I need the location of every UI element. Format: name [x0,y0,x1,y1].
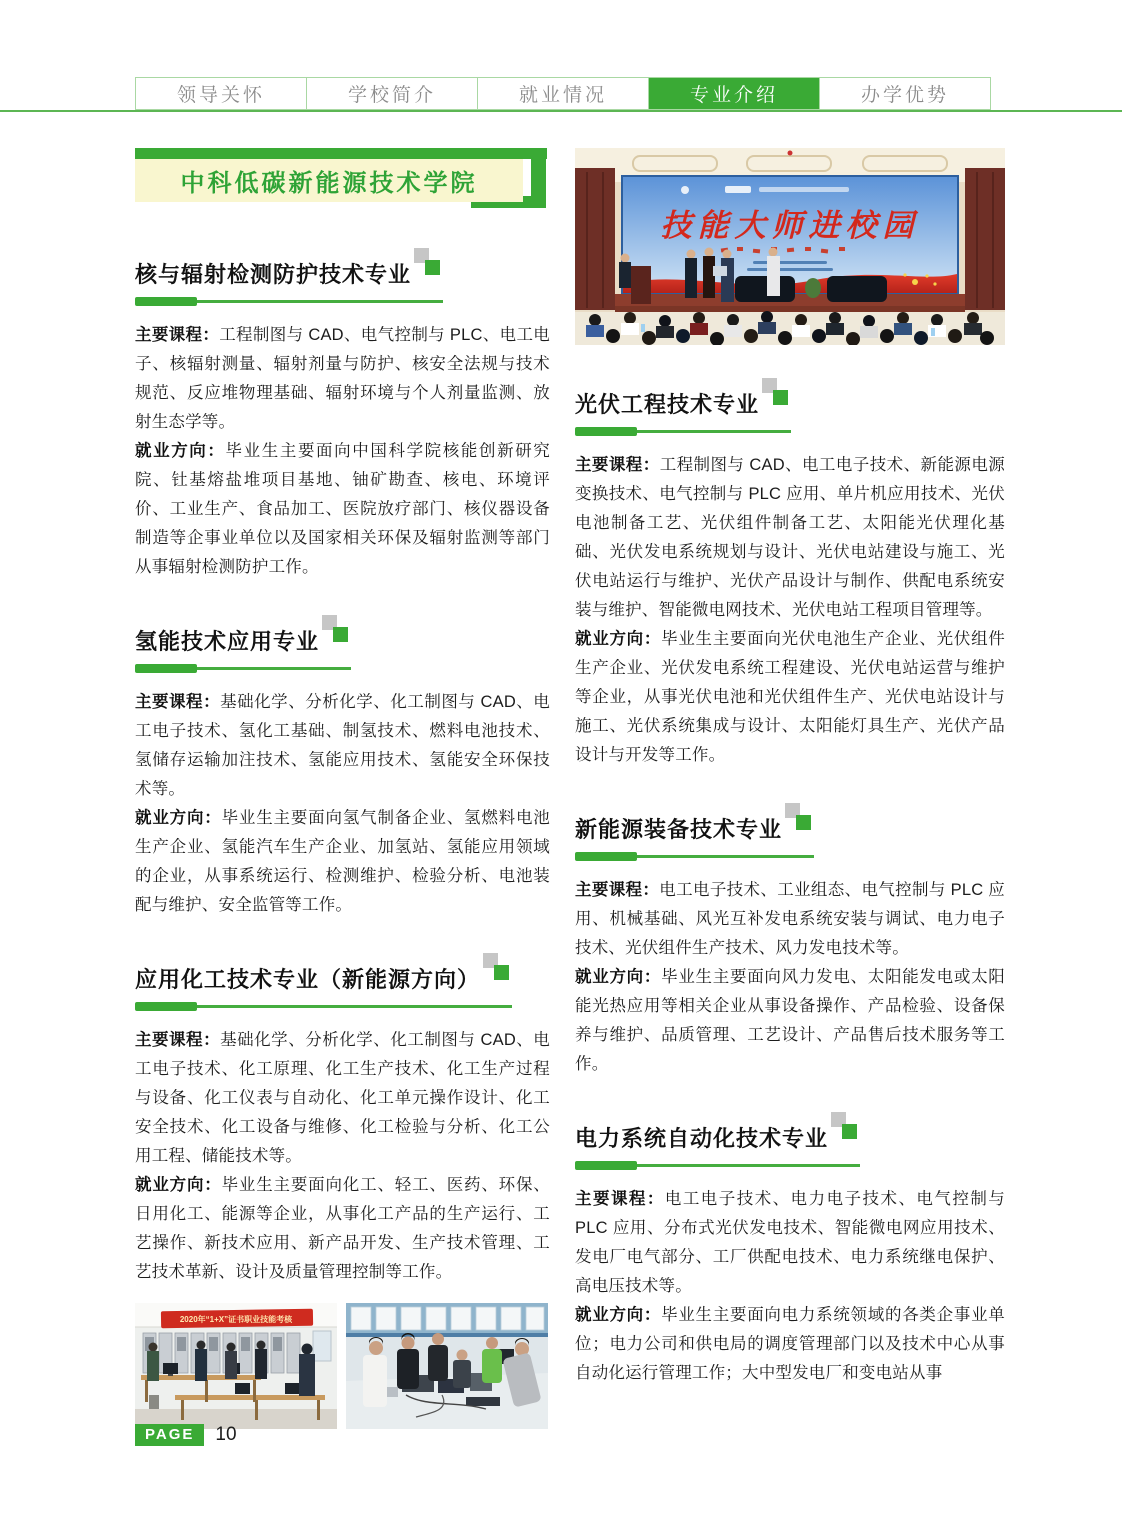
jobs-text: 毕业生主要面向化工、轻工、医药、环保、日用化工、能源等企业，从事化工产品的生产运行、工艺操作、新技术应用、新产品开发、生产技术管理、工艺技术革新、设计及质量管理控制等工作。 [135,1176,550,1281]
courses-text: 基础化学、分析化学、化工制图与 CAD、电工电子技术、化工原理、化工生产技术、化工生产过程与设备、化工仪表与自动化、化工单元操作设计、化工安全技术、化工设备与维修、化工检验与分析、化工公用工程、储能技术等。 [135,1031,551,1165]
courses-paragraph [135,1026,550,1171]
lab-banner-text: 2020年“1+X”证书职业技能考核 [179,1315,293,1324]
courses-paragraph [135,688,550,804]
courses-label: 主要课程： [575,881,660,899]
section-power-system-automation [575,1112,1005,1388]
section-title: 核与辐射检测防护技术专业 [135,262,412,288]
college-title: 中科低碳新能源技术学院 [180,170,478,197]
courses-paragraph [575,1185,1005,1301]
page-number: 10 [215,1424,237,1445]
jobs-label: 就业方向： [135,809,222,827]
courses-label: 主要课程： [135,1031,221,1049]
courses-label: 主要课程： [575,456,660,474]
jobs-paragraph [135,1171,550,1287]
tab-leadership[interactable]: 领导关怀 [136,78,307,109]
left-column [135,148,550,1429]
banner-frame-top [135,148,547,159]
lab-photo-1 [135,1303,337,1429]
section-underline [135,664,351,673]
courses-text: 基础化学、分析化学、化工制图与 CAD、电工电子技术、氢化工基础、制氢技术、燃料电池技术、氢储存运输加注技术、氢能应用技术、氢能安全环保技术等。 [135,693,551,798]
section-new-energy-equipment [575,803,1005,1079]
section-underline [135,1002,512,1011]
courses-label: 主要课程： [135,326,220,344]
section-title: 电力系统自动化技术专业 [575,1126,829,1152]
top-nav-tabs [135,77,991,110]
courses-label: 主要课程： [575,1190,665,1208]
courses-paragraph [135,321,550,437]
courses-paragraph [575,876,1005,963]
page-badge: PAGE [135,1424,204,1446]
tab-majors-active[interactable]: 专业介绍 [649,78,820,109]
corner-squares-deco [782,803,814,845]
section-title: 新能源装备技术专业 [575,817,783,843]
right-column [575,148,1005,1388]
corner-squares-deco [319,615,351,657]
jobs-paragraph [575,963,1005,1079]
jobs-text: 毕业生主要面向氢气制备企业、氢燃料电池生产企业、氢能汽车生产企业、加氢站、氢能应用领域的企业，从事系统运行、检测维护、检验分析、电池装配与维护、安全监管等工作。 [135,809,550,914]
courses-text: 电工电子技术、工业组态、电气控制与 PLC 应用、机械基础、风光互补发电系统安装与调试、电力电子技术、光伏组件生产技术、风力发电技术等。 [575,881,1006,957]
auditorium-event-photo [575,148,1005,345]
section-title: 光伏工程技术专业 [575,392,760,418]
jobs-text: 毕业生主要面向电力系统领域的各类企事业单位；电力公司和供电局的调度管理部门以及技术中心从事自动化运行管理工作；大中型发电厂和变电站从事 [575,1306,1006,1382]
section-nuclear-radiation [135,248,550,582]
jobs-label: 就业方向： [135,442,226,460]
jobs-label: 就业方向： [135,1176,222,1194]
section-title: 应用化工技术专业（新能源方向） [135,967,481,993]
jobs-text: 毕业生主要面向光伏电池生产企业、光伏组件生产企业、光伏发电系统工程建设、光伏电站运营与维护等企业，从事光伏电池和光伏组件生产、光伏电站设计与施工、光伏系统集成与设计、太阳能灯具生产、光伏产品设计与开发等工作。 [575,630,1006,764]
banner-plate [135,159,523,202]
jobs-paragraph [575,1301,1005,1388]
corner-squares-deco [828,1112,860,1154]
section-hydrogen [135,615,550,920]
tab-advantages[interactable]: 办学优势 [860,85,949,106]
courses-text: 工程制图与 CAD、电工电子技术、新能源电源变换技术、电气控制与 PLC 应用、单片机应用技术、光伏电池制备工艺、光伏组件制备工艺、太阳能光伏理化基础、光伏发电系统规划与设计、光伏电站建设与施工、光伏电站运行与维护、光伏产品设计与制作、供配电系统安装与维护、智能微电网技术、光伏电站工程项目管理等。 [575,456,1005,619]
jobs-paragraph [135,804,550,920]
section-title: 氢能技术应用专业 [135,629,320,655]
nav-green-rule [0,110,1122,112]
screen-title: 技能大师进校园 [660,208,920,243]
jobs-label: 就业方向： [575,630,662,648]
courses-text: 电工电子技术、电力电子技术、电气控制与 PLC 应用、分布式光伏发电技术、智能微电网应用技术、发电厂电气部分、工厂供配电技术、电力系统继电保护、高电压技术等。 [575,1190,1006,1295]
section-photovoltaic [575,378,1005,770]
jobs-paragraph [575,625,1005,770]
college-banner [135,148,547,214]
corner-squares-deco [411,248,443,290]
jobs-text: 毕业生主要面向中国科学院核能创新研究院、钍基熔盐堆项目基地、铀矿勘查、核电、环境评价、工业生产、食品加工、医院放疗部门、核仪器设备制造等企事业单位以及国家相关环保及辐射监测等部门从事辐射检测防护工作。 [135,442,551,576]
jobs-paragraph [135,437,550,582]
lab-photo-2 [346,1303,548,1429]
page-footer [135,1424,237,1446]
lab-photo-row [135,1303,550,1429]
section-underline [575,427,791,436]
courses-paragraph [575,451,1005,625]
section-underline [575,1161,860,1170]
section-underline [135,297,443,306]
tab-school-intro[interactable]: 学校简介 [307,78,478,109]
tab-employment[interactable]: 就业情况 [478,78,649,109]
audience-heads [575,311,1005,345]
corner-squares-deco [759,378,791,420]
section-underline [575,852,814,861]
jobs-label: 就业方向： [575,968,662,986]
courses-label: 主要课程： [135,693,221,711]
section-applied-chemical [135,953,550,1287]
jobs-label: 就业方向： [575,1306,662,1324]
corner-squares-deco [480,953,512,995]
courses-text: 工程制图与 CAD、电气控制与 PLC、电工电子、核辐射测量、辐射剂量与防护、核安全法规与技术规范、反应堆物理基础、辐射环境与个人剂量监测、放射生态学等。 [135,326,551,431]
jobs-text: 毕业生主要面向风力发电、太阳能发电或太阳能光热应用等相关企业从事设备操作、产品检验、设备保养与维护、品质管理、工艺设计、产品售后技术服务等工作。 [575,968,1006,1073]
